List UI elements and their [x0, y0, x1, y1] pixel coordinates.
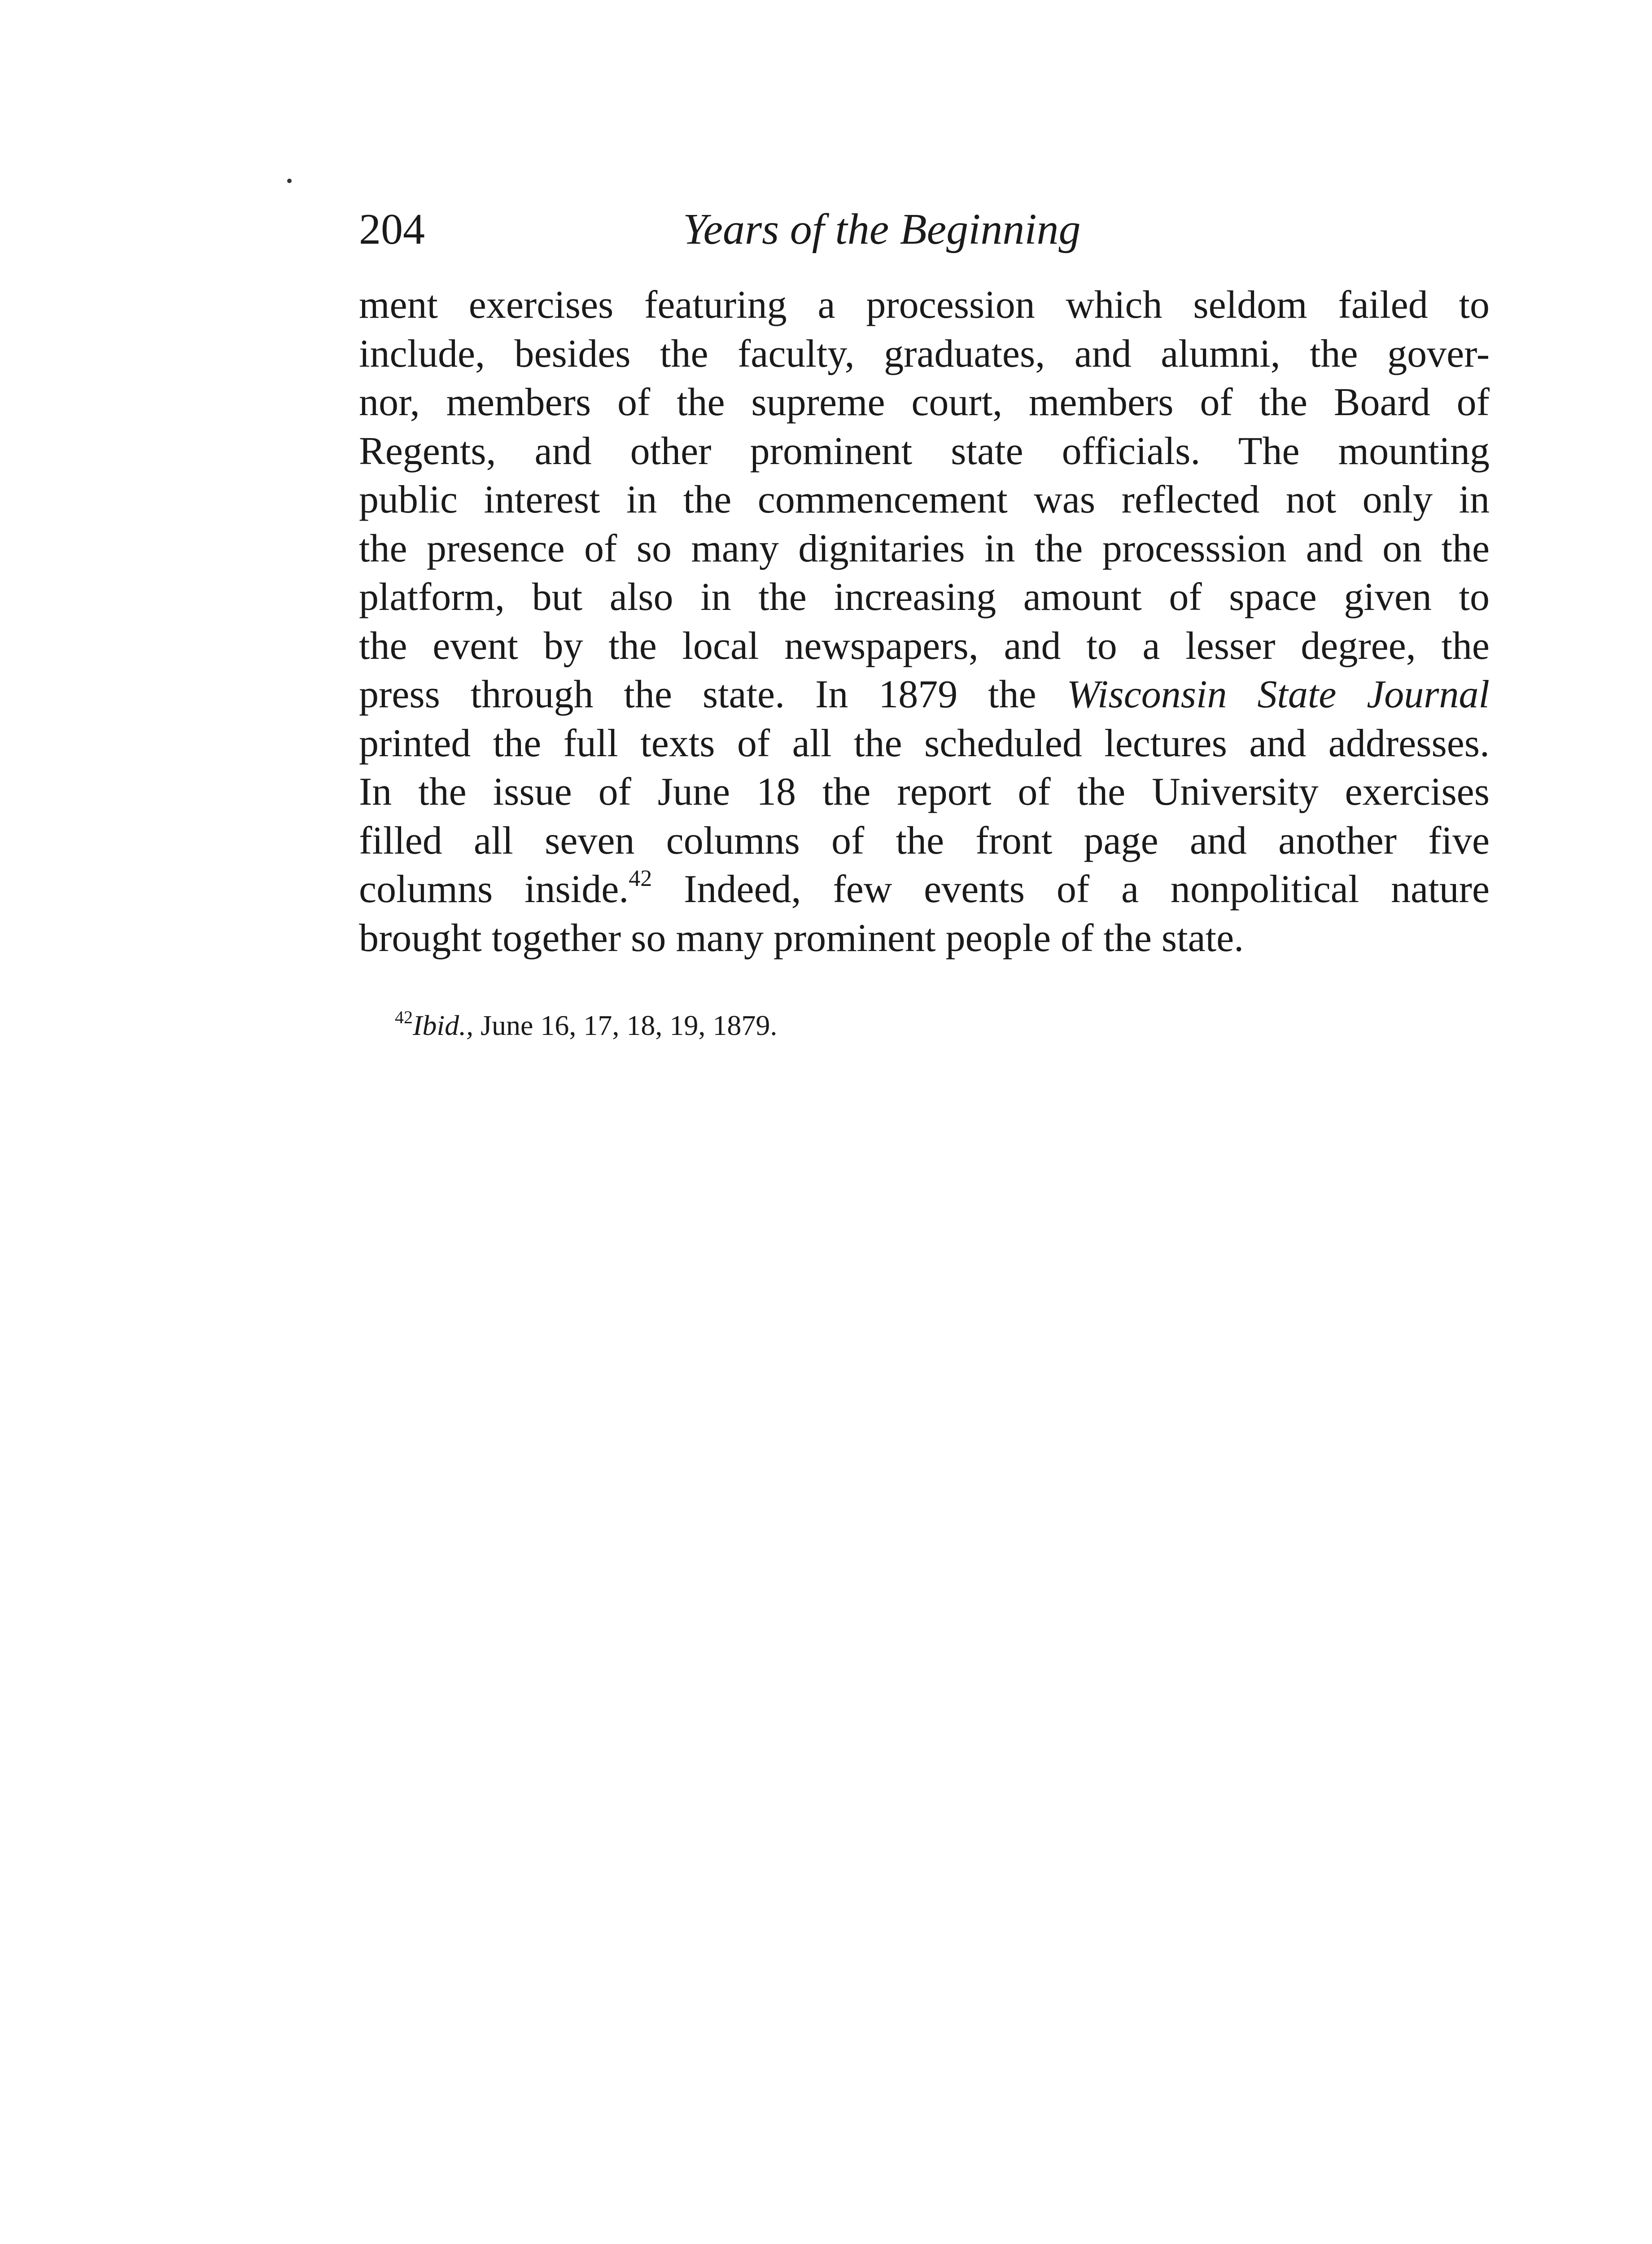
text-line: In the issue of June 18 the report of the University exercises [359, 770, 1490, 814]
page-number: 204 [359, 205, 425, 254]
footnote-dates: June 16, 17, 18, 19, 1879. [473, 1009, 778, 1041]
page-header [359, 200, 1490, 259]
text-segment: Indeed, few events of a nonpolitical nature [652, 868, 1490, 911]
text-segment: press through the state. In 1879 the [359, 673, 1036, 716]
text-line: filled all seven columns of the front page and another five [359, 819, 1490, 863]
text-line: printed the full texts of all the scheduled lectures and addresses. [359, 721, 1490, 765]
text-line: Regents, and other prominent state officials. The mounting [359, 429, 1490, 473]
footnote-citation: Ibid., [413, 1009, 474, 1041]
body-paragraph [359, 281, 1490, 963]
text-line: public interest in the commencement was reflected not only in [359, 478, 1490, 522]
text-line [359, 865, 1490, 914]
text-line [359, 671, 1490, 719]
footnote-reference: 42 [629, 866, 652, 891]
text-line: the presence of so many dignitaries in the processsion and on the [359, 526, 1490, 570]
text-segment: columns inside. [359, 868, 629, 911]
text-line: nor, members of the supreme court, members of the Board of [359, 381, 1490, 424]
text-line: platform, but also in the increasing amount of space given to [359, 575, 1490, 619]
text-line: the event by the local newspapers, and to a lesser degree, the [359, 624, 1490, 668]
journal-title: Wisconsin State Journal [1066, 673, 1490, 716]
text-line: include, besides the faculty, graduates, and alumni, the gover- [359, 332, 1490, 376]
footnote-marker: 42 [395, 1007, 413, 1027]
footnote [395, 1005, 777, 1046]
text-line: brought together so many prominent people of the state. [359, 916, 1244, 960]
print-speck [287, 179, 292, 183]
running-head: Years of the Beginning [683, 205, 1081, 254]
text-line: ment exercises featuring a procession which seldom failed to [359, 283, 1490, 327]
